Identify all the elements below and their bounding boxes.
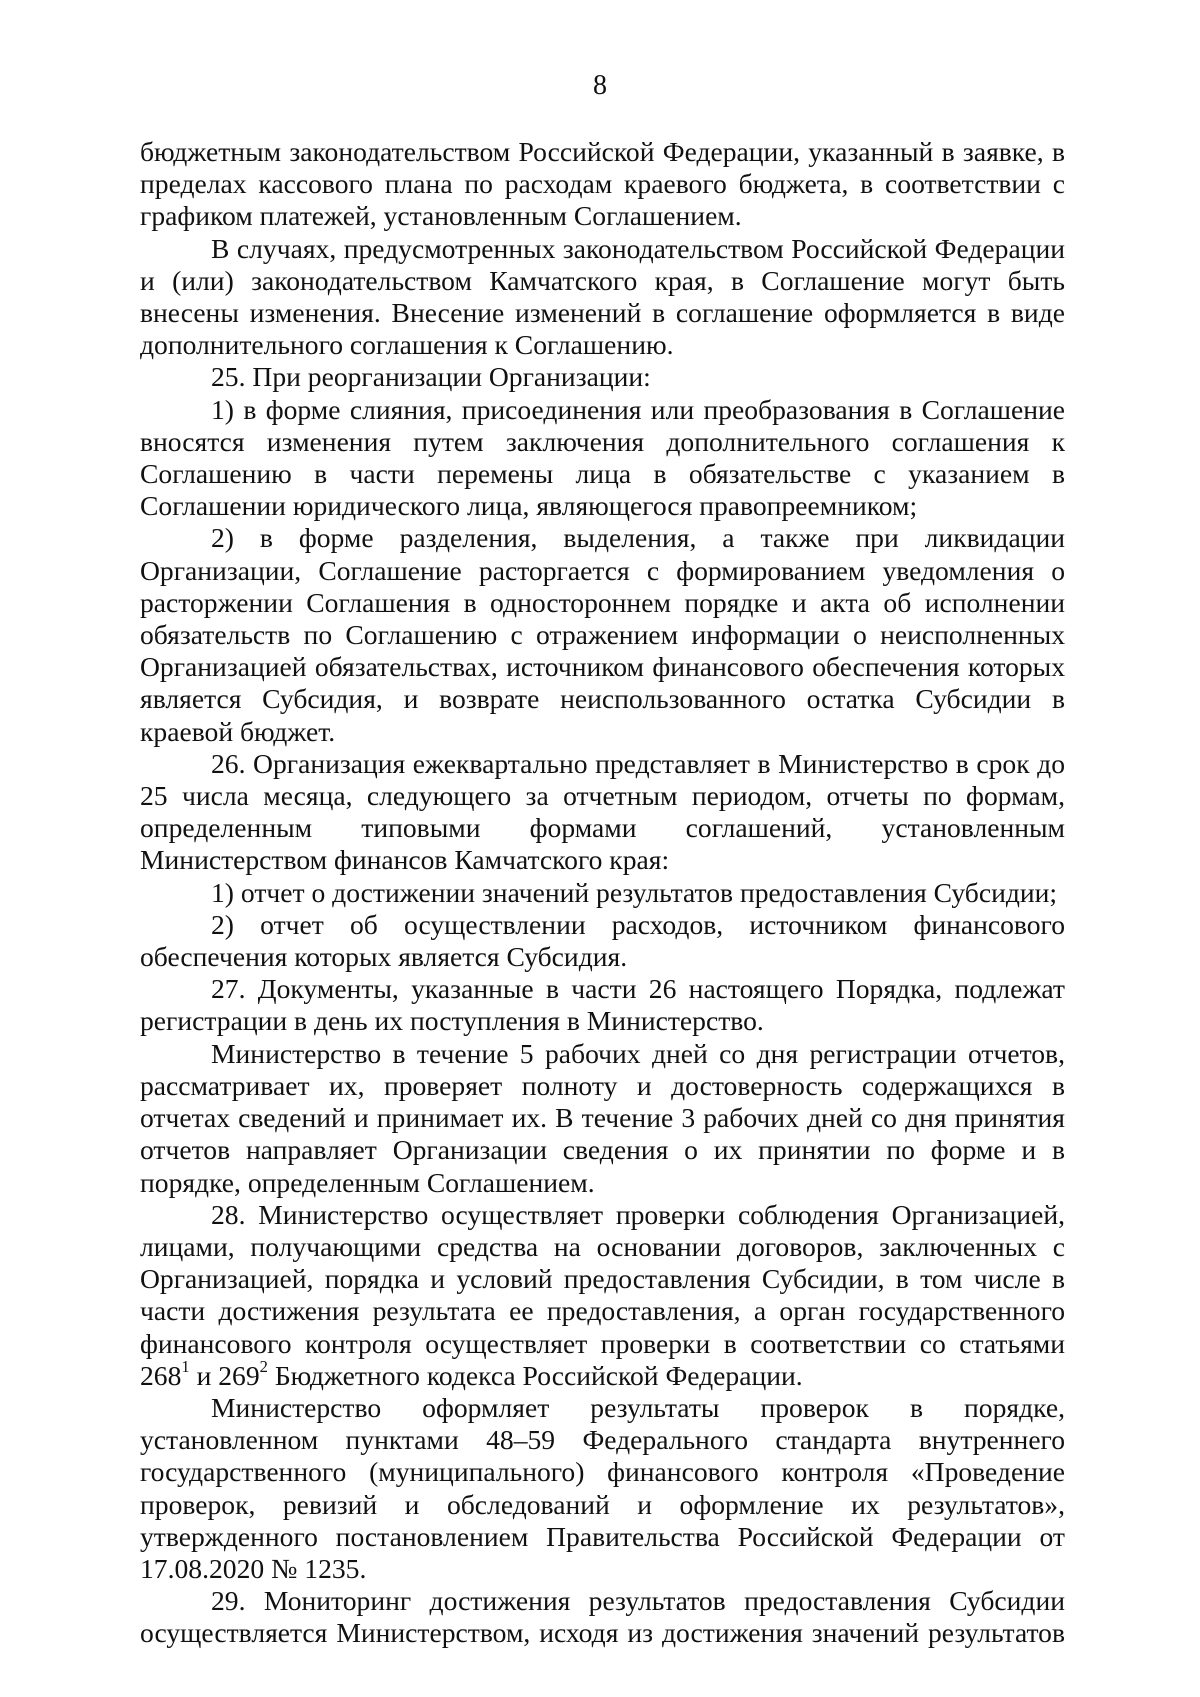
paragraph-25-item-2: 2) в форме разделения, выделения, а также при ликвидации Организации, Соглашение расторгается с формированием уведомления о расторжении Соглашения в одностороннем порядке и акта об исполнении обязательств по Соглашению с отражением информации о неисполненных Организацией обязательствах, источником финансового обеспечения которых является Субсидия, и возврате неиспользованного остатка Субсидии в краевой бюджет. <box>140 522 1065 747</box>
document-body <box>140 136 1065 1650</box>
paragraph-28-text-b: и 269 <box>189 1359 260 1391</box>
paragraph-29: 29. Мониторинг достижения результатов предоставления Субсидии осуществляется Министерством, исходя из достижения значений результатов <box>140 1585 1065 1649</box>
paragraph-27: 27. Документы, указанные в части 26 настоящего Порядка, подлежат регистрации в день их поступления в Министерство. <box>140 973 1065 1037</box>
paragraph-25: 25. При реорганизации Организации: <box>211 361 651 393</box>
paragraph-28-text-a: 28. Министерство осуществляет проверки соблюдения Организацией, лицами, получающими средства на основании договоров, заключенных с Организацией, порядка и условий предоставления Субсидии, в том числе в части достижения результата ее предоставления, а орган государственного финансового контроля осуществляет проверки в соответствии со статьями 268 <box>140 1198 1065 1391</box>
paragraph-25-item-1: 1) в форме слияния, присоединения или преобразования в Соглашение вносятся изменения путем заключения дополнительного соглашения к Соглашению в части перемены лица в обязательстве с указанием в Соглашении юридического лица, являющегося правопреемником; <box>140 393 1065 522</box>
paragraph-continuation: бюджетным законодательством Российской Федерации, указанный в заявке, в пределах кассового плана по расходам краевого бюджета, в соответствии с графиком платежей, установленным Соглашением. <box>140 136 1065 232</box>
paragraph-amendments: В случаях, предусмотренных законодательством Российской Федерации и (или) законодательством Камчатского края, в Соглашение могут быть внесены изменения. Внесение изменений в соглашение оформляется в виде дополнительного соглашения к Соглашению. <box>140 232 1065 361</box>
superscript-1: 1 <box>181 1357 190 1377</box>
superscript-2: 2 <box>259 1357 268 1377</box>
page-number: 8 <box>593 70 607 101</box>
paragraph-28 <box>140 1199 1065 1392</box>
paragraph-28-results: Министерство оформляет результаты проверок в порядке, установленном пунктами 48–59 Федерального стандарта внутреннего государственного (муниципального) финансового контроля «Проведение проверок, ревизий и обследований и оформление их результатов», утвержденного постановлением Правительства Российской Федерации от 17.08.2020 № 1235. <box>140 1391 1065 1584</box>
paragraph-28-text-c: Бюджетного кодекса Российской Федерации. <box>267 1359 803 1391</box>
paragraph-26-item-1: 1) отчет о достижении значений результатов предоставления Субсидии; <box>211 876 1058 908</box>
paragraph-26-item-2: 2) отчет об осуществлении расходов, источником финансового обеспечения которых является Субсидия. <box>140 908 1065 973</box>
paragraph-27-review: Министерство в течение 5 рабочих дней со дня регистрации отчетов, рассматривает их, проверяет полноту и достоверность содержащихся в отчетах сведений и принимает их. В течение 3 рабочих дней со дня принятия отчетов направляет Организации сведения о их принятии по форме и в порядке, определенным Соглашением. <box>140 1037 1065 1198</box>
paragraph-26: 26. Организация ежеквартально представляет в Министерство в срок до 25 числа месяца, следующего за отчетным периодом, отчеты по формам, определенным типовыми формами соглашений, установленным Министерством финансов Камчатского края: <box>140 747 1065 876</box>
